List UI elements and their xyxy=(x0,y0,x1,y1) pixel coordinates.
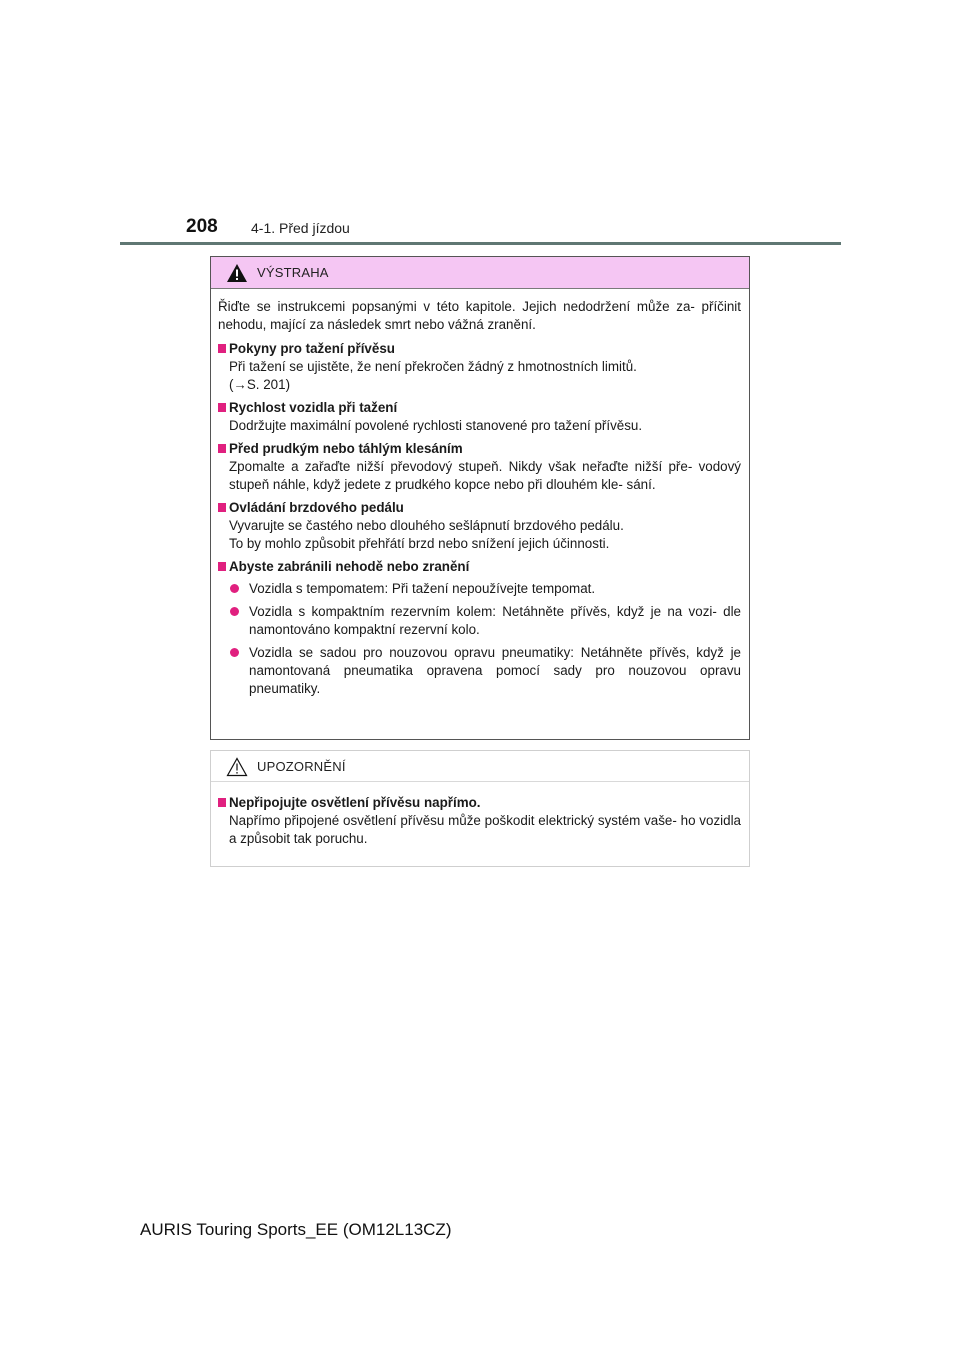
item-title: Ovládání brzdového pedálu xyxy=(229,500,404,515)
warning-item xyxy=(218,558,741,698)
caution-header xyxy=(211,751,749,782)
page-reference: (→S. 201) xyxy=(229,377,291,392)
circle-bullet-icon xyxy=(230,607,239,616)
warning-item xyxy=(218,440,741,494)
footer-model: AURIS Touring Sports_EE (OM12L13CZ) xyxy=(140,1220,452,1239)
caution-body xyxy=(211,782,749,848)
section-title: 4-1. Před jízdou xyxy=(251,220,350,236)
page-number: 208 xyxy=(186,216,218,237)
caution-label: UPOZORNĚNÍ xyxy=(257,759,346,774)
item-text: Při tažení se ujistěte, že není překročen žádný z hmotnostních limitů. xyxy=(229,359,637,374)
warning-item xyxy=(218,399,741,435)
circle-bullet-icon xyxy=(230,648,239,657)
item-title: Před prudkým nebo táhlým klesáním xyxy=(229,441,463,456)
caution-box xyxy=(210,750,750,867)
square-bullet-icon xyxy=(218,444,226,453)
page-header xyxy=(0,0,960,250)
list-item: Vozidla se sadou pro nouzovou opravu pneumatiky: Netáhněte přívěs, když je namontovaná pneumatika opravena pomocí sady pro nouzovou opravu pneumatiky. xyxy=(218,644,741,698)
item-title: Pokyny pro tažení přívěsu xyxy=(229,341,395,356)
warning-triangle-outline-icon xyxy=(226,757,248,777)
circle-bullet-icon xyxy=(230,584,239,593)
item-title: Nepřipojujte osvětlení přívěsu napřímo. xyxy=(229,795,481,810)
square-bullet-icon xyxy=(218,562,226,571)
warning-box xyxy=(210,256,750,740)
list-item: Vozidla s kompaktním rezervním kolem: Netáhněte přívěs, když je na vozi- dle namontováno kompaktní rezervní kolo. xyxy=(218,603,741,639)
item-text: Napřímo připojené osvětlení přívěsu může poškodit elektrický systém vaše- ho vozidla a způsobit tak poruchu. xyxy=(229,813,741,846)
header-divider xyxy=(120,242,841,245)
square-bullet-icon xyxy=(218,503,226,512)
warning-item xyxy=(218,499,741,553)
warning-triangle-filled-icon xyxy=(226,263,248,283)
warning-label: VÝSTRAHA xyxy=(257,265,329,280)
item-title: Rychlost vozidla při tažení xyxy=(229,400,398,415)
warning-body xyxy=(211,289,749,698)
warning-intro: Řiďte se instrukcemi popsanými v této kapitole. Jejich nedodržení může za- příčinit nehodu, mající za následek smrt nebo vážná zranění. xyxy=(218,299,741,332)
item-title: Abyste zabránili nehodě nebo zranění xyxy=(229,559,470,574)
caution-item xyxy=(218,794,741,848)
square-bullet-icon xyxy=(218,403,226,412)
warning-header xyxy=(211,257,749,289)
item-text: To by mohlo způsobit přehřátí brzd nebo snížení jejich účinnosti. xyxy=(229,536,610,551)
item-text: Vyvarujte se častého nebo dlouhého sešlápnutí brzdového pedálu. xyxy=(229,518,624,533)
square-bullet-icon xyxy=(218,344,226,353)
item-text: Zpomalte a zařaďte nižší převodový stupeň. Nikdy však neřaďte nižší pře- vodový stupeň náhle, když jedete z prudkého kopce nebo při dlouhém kle- sání. xyxy=(229,459,741,492)
item-text: Dodržujte maximální povolené rychlosti stanovené pro tažení přívěsu. xyxy=(229,418,643,433)
warning-item xyxy=(218,340,741,394)
square-bullet-icon xyxy=(218,798,226,807)
list-item: Vozidla s tempomatem: Při tažení nepoužívejte tempomat. xyxy=(218,580,741,598)
